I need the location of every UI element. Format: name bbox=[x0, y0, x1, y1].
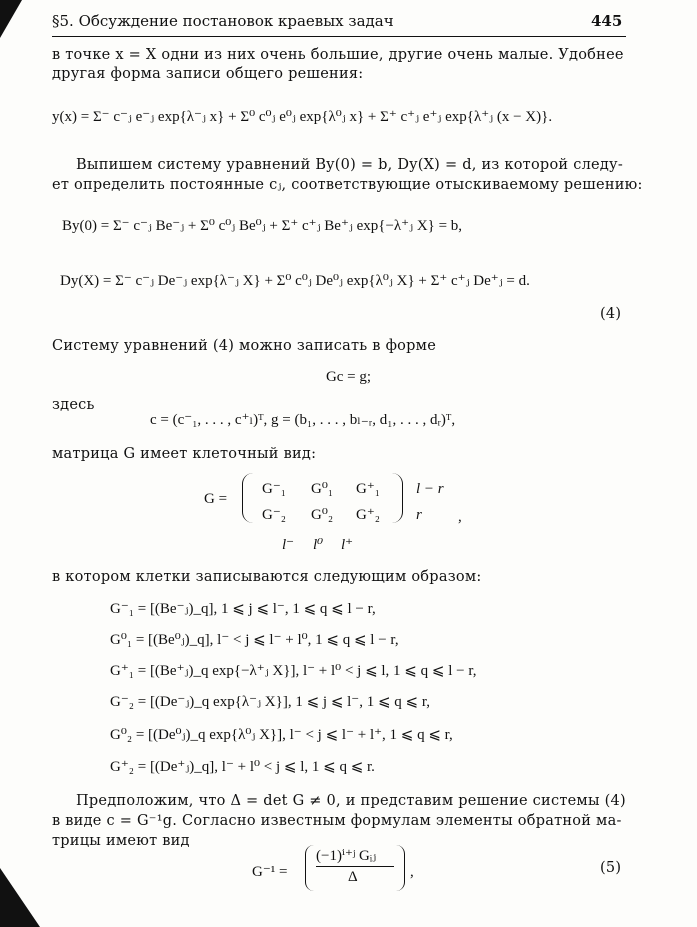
text-line: матрица G имеет клеточный вид: bbox=[52, 446, 317, 462]
matrix-col-label: l⁺ bbox=[341, 537, 354, 553]
text-line: Предположим, что Δ = det G ≠ 0, и представим решение системы (4) bbox=[76, 793, 626, 809]
matrix-cell-g2-plus: G⁺₂ bbox=[356, 507, 380, 523]
header-rule bbox=[52, 36, 626, 37]
text-line: Выпишем систему уравнений By(0) = b, Dy(X) = d, из которой следу- bbox=[76, 157, 623, 173]
equation-5-left-paren bbox=[305, 845, 314, 891]
equation-5-denominator: Δ bbox=[348, 869, 358, 885]
equation-gc: Gc = g; bbox=[325, 369, 372, 385]
running-header-title: §5. Обсуждение постановок краевых задач bbox=[52, 12, 394, 30]
equation-boundary-d: Dy(X) = Σ⁻ c⁻ⱼ De⁻ⱼ exp{λ⁻ⱼ X} + Σ⁰ c⁰ⱼ De⁰ⱼ exp{λ⁰ⱼ X} + Σ⁺ c⁺ⱼ De⁺ⱼ = d. bbox=[60, 273, 530, 289]
text-line: другая форма записи общего решения: bbox=[52, 66, 364, 82]
text-line: в точке x = X одни из них очень большие, другие очень малые. Удобнее bbox=[52, 47, 624, 63]
equation-general-solution: y(x) = Σ⁻ c⁻ⱼ e⁻ⱼ exp{λ⁻ⱼ x} + Σ⁰ c⁰ⱼ e⁰ⱼ exp{λ⁰ⱼ x} + Σ⁺ c⁺ⱼ e⁺ⱼ exp{λ⁺ⱼ (x − X)}. bbox=[52, 109, 553, 125]
matrix-cell-g2-zero: G⁰₂ bbox=[311, 507, 334, 523]
text-line: трицы имеют вид bbox=[52, 833, 190, 849]
equation-5-right-paren bbox=[396, 845, 405, 891]
equation-5-lhs: G⁻¹ = bbox=[252, 864, 288, 880]
matrix-lhs: G = bbox=[204, 491, 228, 507]
text-line: здесь bbox=[52, 397, 95, 413]
block-definition: G⁻₁ = [(Be⁻ⱼ)_q], 1 ⩽ j ⩽ l⁻, 1 ⩽ q ⩽ l − r, bbox=[110, 601, 376, 617]
matrix-col-label: l⁰ bbox=[313, 537, 324, 553]
equation-boundary-b: By(0) = Σ⁻ c⁻ⱼ Be⁻ⱼ + Σ⁰ c⁰ⱼ Be⁰ⱼ + Σ⁺ c⁺ⱼ Be⁺ⱼ exp{−λ⁺ⱼ X} = b, bbox=[62, 218, 463, 234]
scan-corner-bottom-left bbox=[0, 868, 40, 927]
page-number: 445 bbox=[591, 12, 623, 30]
text-line: Систему уравнений (4) можно записать в форме bbox=[52, 338, 437, 354]
equation-5-numerator: (−1)ⁱ⁺ʲ Gᵢⱼ bbox=[316, 848, 377, 864]
matrix-row-label: l − r bbox=[416, 481, 444, 497]
equation-number-5: (5) bbox=[600, 860, 622, 876]
matrix-cell-g1-plus: G⁺₁ bbox=[356, 481, 380, 497]
matrix-cell-g1-zero: G⁰₁ bbox=[311, 481, 334, 497]
equation-5-fraction-bar bbox=[316, 866, 394, 867]
equation-c-g-vectors: c = (c⁻₁, . . . , c⁺ₗ)ᵀ, g = (b₁, . . . , bₗ₋ᵣ, d₁, . . . , dᵣ)ᵀ, bbox=[150, 412, 456, 428]
equation-5-comma: , bbox=[410, 864, 414, 880]
block-definition: G⁺₁ = [(Be⁺ⱼ)_q exp{−λ⁺ⱼ X}], l⁻ + l⁰ < j ⩽ l, 1 ⩽ q ⩽ l − r, bbox=[110, 663, 477, 679]
scan-corner-top-left bbox=[0, 0, 22, 38]
block-definition: G⁰₂ = [(De⁰ⱼ)_q exp{λ⁰ⱼ X}], l⁻ < j ⩽ l⁻ + l⁺, 1 ⩽ q ⩽ r, bbox=[110, 727, 453, 743]
matrix-cell-g2-minus: G⁻₂ bbox=[262, 507, 286, 523]
text-line: в котором клетки записываются следующим образом: bbox=[52, 569, 482, 585]
matrix-left-paren bbox=[242, 473, 253, 523]
equation-number-4: (4) bbox=[600, 306, 622, 322]
matrix-trailing-comma: , bbox=[458, 509, 462, 525]
matrix-col-label: l⁻ bbox=[282, 537, 295, 553]
matrix-row-label: r bbox=[416, 507, 422, 523]
text-line: в виде c = G⁻¹g. Согласно известным формулам элементы обратной ма- bbox=[52, 813, 622, 829]
block-definition: G⁰₁ = [(Be⁰ⱼ)_q], l⁻ < j ⩽ l⁻ + l⁰, 1 ⩽ q ⩽ l − r, bbox=[110, 632, 399, 648]
block-definition: G⁺₂ = [(De⁺ⱼ)_q], l⁻ + l⁰ < j ⩽ l, 1 ⩽ q ⩽ r. bbox=[110, 759, 375, 775]
block-definition: G⁻₂ = [(De⁻ⱼ)_q exp{λ⁻ⱼ X}], 1 ⩽ j ⩽ l⁻, 1 ⩽ q ⩽ r, bbox=[110, 694, 431, 710]
text-line: ет определить постоянные cⱼ, соответствующие отыскиваемому решению: bbox=[52, 177, 643, 193]
matrix-cell-g1-minus: G⁻₁ bbox=[262, 481, 286, 497]
matrix-right-paren bbox=[392, 473, 403, 523]
